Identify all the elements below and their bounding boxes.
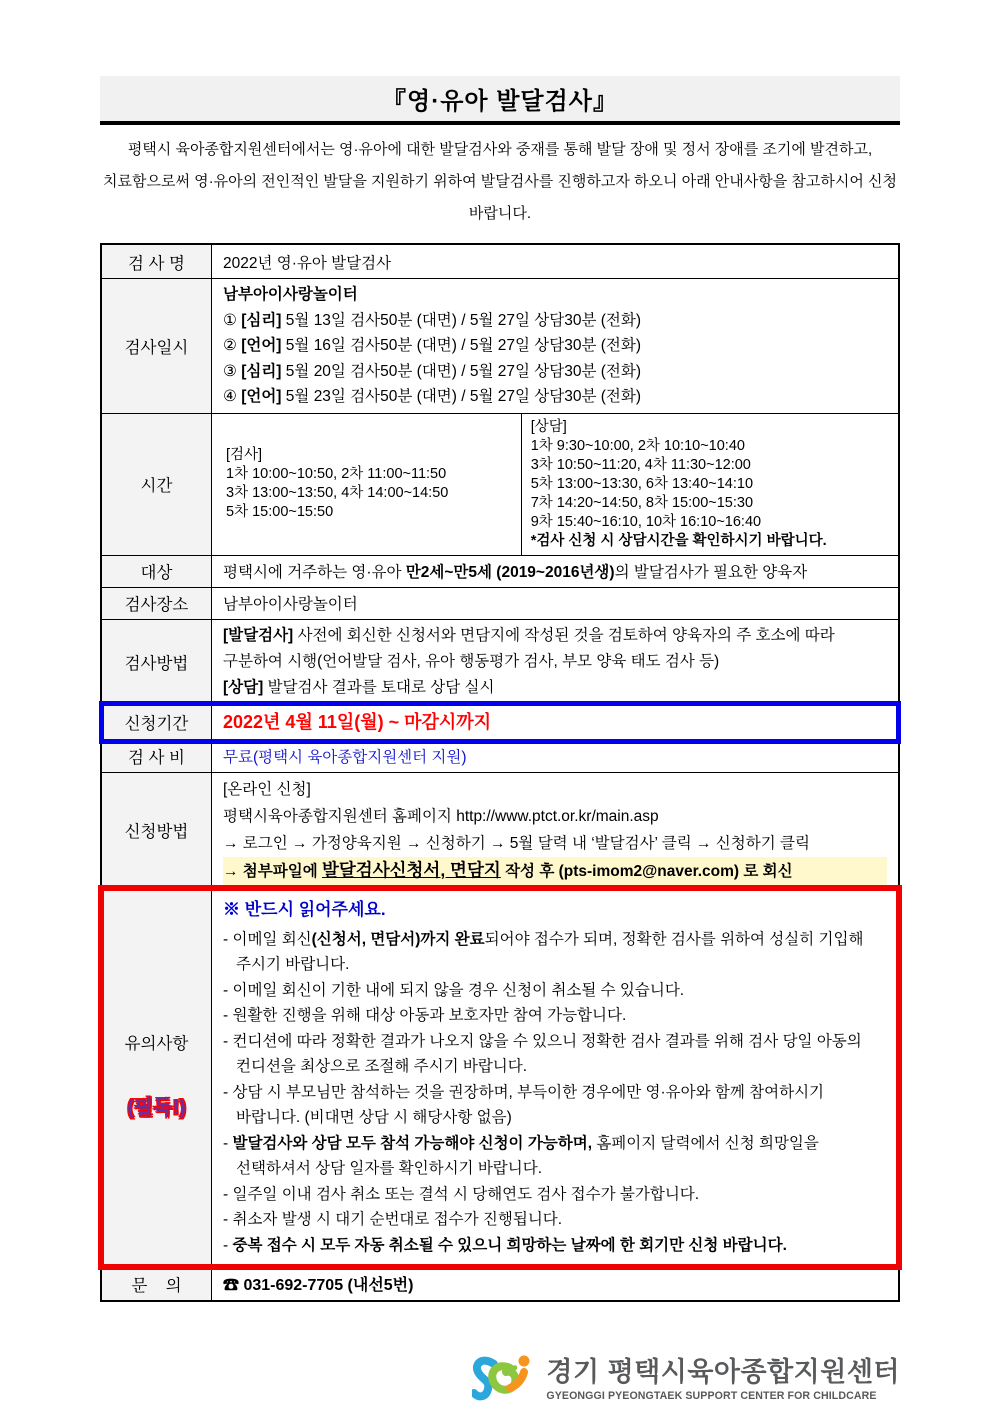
note-item: - 중복 접수 시 모두 자동 취소될 수 있으니 희망하는 날짜에 한 회기만 신청 바랍니다. (223, 1236, 787, 1254)
exam-time-column (212, 414, 521, 555)
table-row-exam-name (102, 245, 898, 278)
apply-line: [온라인 신청] (223, 780, 311, 798)
apply-line-highlighted: → 첨부파일에 발달검사신청서, 면담지 작성 후 (pts-imom2@naver.com) 로 회신 (223, 857, 887, 885)
table-row-apply-method (102, 772, 898, 888)
place-label: 검사장소 (102, 588, 212, 619)
note-item: - 일주일 이내 검사 취소 또는 결석 시 당해연도 검사 접수가 불가합니다. (223, 1185, 700, 1203)
page-title: 『영·유아 발달검사』 (382, 88, 618, 115)
footer (100, 1352, 900, 1403)
counsel-time-line: 1차 9:30~10:00, 2차 10:10~10:40 (530, 437, 745, 454)
place-value: 남부아이사랑놀이터 (223, 596, 358, 613)
phone-number: ☎ 031-692-7705 (내선5번) (223, 1277, 414, 1294)
info-table (100, 243, 900, 1302)
exam-schedule-value (212, 279, 898, 413)
notes-label: 유의사항 (필독!) (102, 889, 212, 1267)
exam-time-line: 5차 15:00~15:50 (226, 504, 334, 520)
apply-line-homepage: 평택시육아종합지원센터 홈페이지 http://www.ptct.or.kr/main.asp (223, 807, 659, 825)
apply-period-label: 신청기간 (102, 705, 212, 740)
table-row-target (102, 555, 898, 587)
note-item: - 이메일 회신(신청서, 면담서)까지 완료되어야 접수가 되며, 정확한 검사를 위하여 성실히 기입해 주시기 바랍니다. (223, 930, 864, 973)
table-row-apply-period (102, 704, 898, 740)
document-body (100, 76, 900, 1403)
counsel-time-line: 7차 14:20~14:50, 8차 15:00~15:30 (530, 494, 754, 511)
note-item: - 상담 시 부모님만 참석하는 것을 권장하며, 부득이한 경우에만 영·유아와 함께 참여하시기 바랍니다. (비대면 상담 시 해당사항 없음) (223, 1083, 825, 1126)
method-label: 검사방법 (102, 620, 212, 704)
org-name-english: GYEONGGI PYEONGTAEK SUPPORT CENTER FOR CHILDCARE (546, 1390, 877, 1403)
apply-line-steps: → 로그인 → 가정양육지원 → 신청하기 → 5월 달력 내 ‘발달검사’ 클릭 → 신청하기 클릭 (223, 834, 810, 852)
counsel-time-line: 5차 13:00~13:30, 6차 13:40~14:10 (530, 475, 754, 492)
table-row-method (102, 619, 898, 704)
exam-time-line: 3차 13:00~13:50, 4차 14:00~14:50 (226, 485, 449, 501)
contact-label: 문 의 (102, 1267, 212, 1300)
exam-time-line: 1차 10:00~10:50, 2차 11:00~11:50 (226, 466, 447, 482)
apply-method-value (212, 773, 898, 888)
attachment-docs: 발달검사신청서, 면담지 (321, 859, 501, 880)
target-label: 대상 (102, 556, 212, 587)
schedule-item: ④ [언어] 5월 23일 검사50분 (대면) / 5월 27일 상담30분 (전화) (223, 388, 642, 405)
schedule-item: ① [심리] 5월 13일 검사50분 (대면) / 5월 27일 상담30분 (전화) (223, 311, 642, 329)
org-name-korean: 경기 평택시육아종합지원센터 (546, 1356, 900, 1387)
counsel-time-line: 9차 15:40~16:10, 10차 16:10~16:40 (530, 513, 762, 530)
notes-value (212, 889, 898, 1267)
org-logo-icon (472, 1352, 536, 1403)
exam-time-header: [검사] (226, 447, 263, 463)
table-row-contact (102, 1266, 898, 1300)
intro-paragraph: 평택시 육아종합지원센터에서는 영·유아에 대한 발달검사와 중재를 통해 발달 장애 및 정서 장애를 조기에 발견하고, 치료함으로써 영·유아의 전인적인 발달을 지원하기 위하여 발달검사를 진행하고자 하오니 아래 안내사항을 참고하시어 신청 바랍니다. (103, 141, 897, 222)
must-read-badge: (필독!) (127, 1096, 186, 1119)
target-value: 평택시에 거주하는 영·유아 만2세~만5세 (2019~2016년생)의 발달검사가 필요한 양육자 (223, 564, 808, 581)
org-logo-text (546, 1358, 900, 1403)
fee-value: 무료(평택시 육아종합지원센터 지원) (223, 749, 467, 766)
contact-value (212, 1267, 898, 1300)
exam-schedule-label: 검사일시 (102, 279, 212, 413)
note-item: - 컨디션에 따라 정확한 결과가 나오지 않을 수 있으니 정확한 검사 결과를 위해 검사 당일 아동의 컨디션을 최상으로 조절해 주시기 바랍니다. (223, 1032, 862, 1075)
table-row-exam-schedule (102, 278, 898, 413)
method-value: [발달검사] 사전에 회신한 신청서와 면담지에 작성된 것을 검토하여 양육자의 주 호소에 따라 구분하여 시행(언어발달 검사, 유아 행동평가 검사, 부모 양육 태도 검사 등) [상담] 발달검사 결과를 토대로 상담 실시 (223, 626, 835, 696)
time-label: 시간 (102, 414, 212, 555)
time-note: *검사 신청 시 상담시간을 확인하시기 바랍니다. (530, 532, 827, 549)
exam-name-label: 검 사 명 (102, 245, 212, 278)
counsel-time-line: 3차 10:50~11:20, 4차 11:30~12:00 (530, 456, 751, 473)
schedule-item: ② [언어] 5월 16일 검사50분 (대면) / 5월 27일 상담30분 (전화) (223, 337, 642, 354)
note-item: - 발달검사와 상담 모두 참석 가능해야 신청이 가능하며, 홈페이지 달력에서 신청 희망일을 선택하셔서 상담 일자를 확인하시기 바랍니다. (223, 1134, 819, 1177)
schedule-item: ③ [심리] 5월 20일 검사50분 (대면) / 5월 27일 상담30분 (전화) (223, 362, 642, 380)
org-logo (472, 1352, 900, 1403)
counsel-time-header: [상담] (530, 418, 567, 435)
time-value (212, 414, 898, 555)
apply-period-value: 2022년 4월 11일(월) ~ 마감시까지 (223, 712, 492, 732)
table-row-notes (102, 888, 898, 1267)
table-row-fee (102, 740, 898, 772)
note-item: - 원활한 진행을 위해 대상 아동과 보호자만 참여 가능합니다. (223, 1007, 627, 1024)
table-row-place (102, 587, 898, 619)
fee-label: 검 사 비 (102, 741, 212, 772)
table-row-time (102, 413, 898, 555)
counsel-time-column (521, 414, 898, 555)
exam-name-value: 2022년 영·유아 발달검사 (223, 254, 392, 272)
note-item: - 이메일 회신이 기한 내에 되지 않을 경우 신청이 취소될 수 있습니다. (223, 981, 685, 999)
notes-header: ※ 반드시 읽어주세요. (223, 899, 386, 919)
note-item: - 취소자 발생 시 대기 순번대로 접수가 진행됩니다. (223, 1211, 563, 1228)
schedule-place: 남부아이사랑놀이터 (223, 286, 358, 303)
apply-method-label: 신청방법 (102, 773, 212, 888)
title-bar (100, 76, 900, 125)
